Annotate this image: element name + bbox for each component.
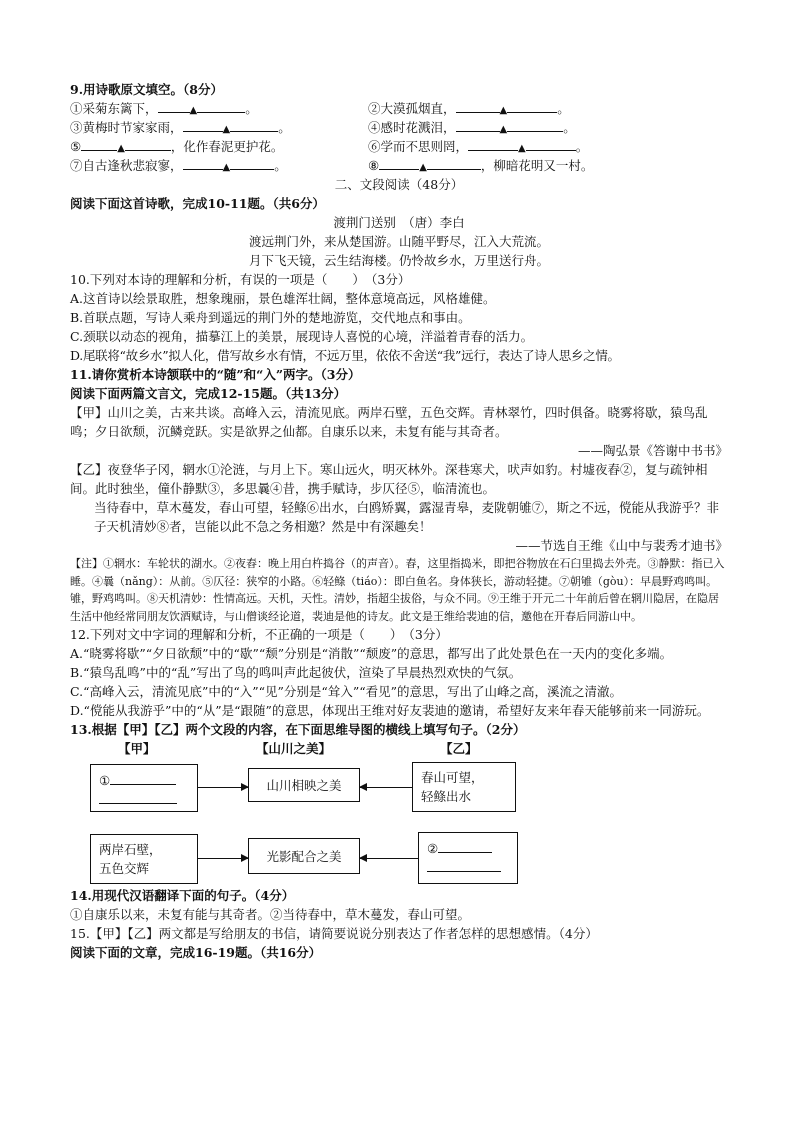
poem-intro: 阅读下面这首诗歌，完成10-11题。（共6分）: [70, 196, 325, 211]
triangle-icon: ▲: [518, 143, 526, 154]
mindmap-label-yi: 【乙】: [440, 741, 478, 756]
q14-stem: 14.用现代汉语翻译下面的句子。（4分）: [70, 888, 295, 903]
mindmap-box-jia-2: 两岸石壁， 五色交辉: [90, 834, 198, 884]
q9-item-8: ⑧ ▲ ，柳暗花明又一村。: [368, 158, 594, 173]
annotation-note: 【注】①辋水：车轮状的湖水。②夜舂：晚上用白杵捣谷（的声音）。舂，这里指捣米，即把谷物放在石臼里捣去外壳。③静默：指已入睡。④曩（nǎng）：从前。⑤仄径：狭窄的小路。⑥轻鲦（tiáo）：即白鱼名。身体狭长，游动轻捷。⑦朝雊（gòu）：早晨野鸡鸣叫。雊，野鸡鸣叫。⑧天机清妙：性情高远。天机，天性。清妙，指超尘拔俗，与众不同。⑨王维于开元二十年前后曾在辋川隐居，在隐居生活中他经常同朋友饮酒赋诗，与山僧谈经论道，裴迪是他的诗友。此文是王维给裴迪的信，邀他在开春后同游山中。: [70, 557, 725, 623]
triangle-icon: ▲: [419, 162, 427, 173]
section-heading: 二、文段阅读（48分）: [334, 177, 464, 192]
q12-option-d: D.“傥能从我游乎”中的“从”是“跟随”的意思，体现出王维对好友裴迪的邀请，希望好友来年春天能够前来一同游玩。: [70, 703, 710, 718]
triangle-icon: ▲: [499, 105, 508, 116]
triangle-icon: ▲: [117, 143, 125, 154]
arrow-left-icon: [360, 787, 412, 788]
jia-text: 【甲】山川之美，古来共谈。高峰入云，清流见底。两岸石壁，五色交辉。青林翠竹，四时俱备。晓雾将歇，猿鸟乱鸣；夕日欲颓，沉鳞竞跃。实是欲界之仙都。自康乐以来，未复有能与其奇者。: [70, 405, 708, 439]
q9-item-1: ①采菊东篱下， ▲ 。: [70, 101, 258, 116]
answer-line-1b[interactable]: [99, 790, 177, 804]
q12-stem: 12.下列对文中字词的理解和分析，不正确的一项是（ ） （3分）: [70, 627, 448, 642]
mindmap-label-jia: 【甲】: [118, 741, 156, 756]
yi-paragraph-1: 【乙】夜登华子冈，辋水①沦涟，与月上下。寒山远火，明灭林外。深巷寒犬，吠声如豹。村墟夜舂②，复与疏钟相间。此时独坐，僮仆静默③，多思曩④昔，携手赋诗，步仄径⑤，临清流也。: [70, 462, 708, 496]
jia-source: ——陶弘景《答谢中书书》: [577, 443, 728, 458]
answer-line-2[interactable]: [438, 839, 492, 853]
q9-item-7: ⑦自古逢秋悲寂寥， ▲ 。: [70, 158, 287, 173]
q9-row-3: [70, 137, 728, 156]
arrow-left-icon: [360, 858, 418, 859]
q9-item-4: ④感时花溅泪， ▲ 。: [368, 120, 576, 135]
q10-option-d: D.尾联将“故乡水”拟人化，借写故乡水有情，不远万里，依依不舍送“我”远行，表达了诗人思乡之情。: [70, 348, 620, 363]
q12-option-c: C.“高峰入云，清流见底”中的“入”“见”分别是“耸入”“看见”的意思，写出了山峰之高，溪流之清澈。: [70, 684, 622, 699]
answer-line-2b[interactable]: [427, 858, 501, 872]
arrow-right-icon: [198, 858, 248, 859]
q9-item-2: ②大漠孤烟直， ▲ 。: [368, 101, 570, 116]
exam-page: [70, 80, 728, 962]
q9-item-5: ⑤ ▲ ，化作春泥更护花。: [70, 139, 284, 154]
prose-intro: 阅读下面两篇文言文，完成12-15题。（共13分）: [70, 386, 347, 401]
triangle-icon: ▲: [222, 162, 231, 173]
q15-stem: 15.【甲】【乙】两文都是写给朋友的书信，请简要说说分别表达了作者怎样的思想感情。（4分）: [70, 926, 598, 941]
arrow-right-icon: [198, 787, 248, 788]
mindmap-box-center-1: 山川相映之美: [248, 768, 360, 802]
mindmap-labels: [70, 739, 728, 758]
mindmap-box-jia-1: ①: [90, 764, 198, 812]
mindmap-label-center: 【山川之美】: [256, 741, 332, 756]
q13-stem: 13.根据【甲】【乙】两个文段的内容，在下面思维导图的横线上填写句子。（2分）: [70, 722, 526, 737]
poem-line-1: 渡远荆门外，来从楚国游。山随平野尽，江入大荒流。: [248, 234, 549, 249]
q12-option-b: B.“猿鸟乱鸣”中的“乱”写出了鸟的鸣叫声此起彼伏，渲染了早晨热烈欢快的气氛。: [70, 665, 522, 680]
q9-row-2: [70, 118, 728, 137]
q9-row-1: [70, 99, 728, 118]
triangle-icon: ▲: [222, 124, 231, 135]
q10-option-b: B.首联点题，写诗人乘舟到遥远的荆门外的楚地游览，交代地点和事由。: [70, 310, 471, 325]
q12-option-a: A.“晓雾将歇”“夕日欲颓”中的“歇”“颓”分别是“消散”“颓废”的意思，都写出了此处景色在一天内的变化多端。: [70, 646, 673, 661]
q10-option-c: C.颈联以动态的视角，描摹江上的美景，展现诗人喜悦的心境，洋溢着青春的活力。: [70, 329, 534, 344]
poem-title: 渡荆门送别 （唐）李白: [333, 215, 465, 230]
q9-row-4: [70, 156, 728, 175]
mindmap-box-yi-1: 春山可望， 轻鲦出水: [412, 762, 516, 812]
q10-option-a: A.这首诗以绘景取胜，想象瑰丽，景色雄浑壮阔，整体意境高远，风格雄健。: [70, 291, 496, 306]
poem-line-2: 月下飞天镜，云生结海楼。仍怜故乡水，万里送行舟。: [248, 253, 549, 268]
mindmap-box-center-2: 光影配合之美: [248, 838, 360, 874]
mindmap-box-yi-2: ②: [418, 832, 518, 884]
q11-stem: 11.请你赏析本诗颔联中的“随”和“入”两字。（3分）: [70, 367, 361, 382]
q10-stem: 10.下列对本诗的理解和分析，有误的一项是（ ） （3分）: [70, 272, 411, 287]
next-section-intro: 阅读下面的文章，完成16-19题。（共16分）: [70, 945, 322, 960]
triangle-icon: ▲: [499, 124, 508, 135]
q9-item-6: ⑥学而不思则罔， ▲ 。: [368, 139, 589, 154]
q14-items: ①自康乐以来，未复有能与其奇者。②当待春中，草木蔓发，春山可望。: [70, 907, 471, 922]
triangle-icon: ▲: [189, 105, 198, 116]
yi-source: ——节选自王维《山中与裴秀才迪书》: [515, 538, 728, 553]
mindmap: [70, 758, 728, 886]
yi-paragraph-2: 当待春中，草木蔓发，春山可望，轻鲦⑥出水，白鸥矫翼，露湿青皋，麦陇朝雊⑦，斯之不远，傥能从我游乎？非子天机清妙⑧者，岂能以此不急之务相邀？然是中有深趣矣！: [94, 500, 720, 534]
q9-title: 9.用诗歌原文填空。（8分）: [70, 82, 223, 97]
q9-item-3: ③黄梅时节家家雨， ▲ 。: [70, 120, 291, 135]
answer-line-1[interactable]: [110, 771, 176, 785]
